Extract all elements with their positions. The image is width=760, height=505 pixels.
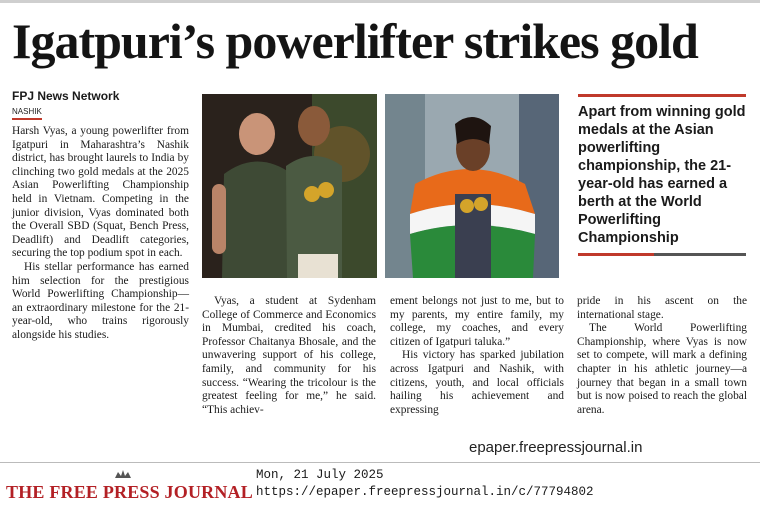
footer-meta [256,467,594,501]
fpj-logo [6,477,253,503]
photo-illustration [202,94,377,278]
paragraph: Harsh Vyas, a young powerlifter from Igatpuri in Maharashtra’s Nashik district, has brought laurels to India by clinching two gold medals at the 2025 Asian Powerlifting Championship held in Vietnam. Competing in the junior division, Vyas dominated both the Overall SBD (Squat, Bench Press, Deadlift) and Deadlift categories, securing the top podium spot in each. [12,125,189,260]
article-column-4 [577,295,747,417]
article-column-2 [202,295,376,417]
article-column-1 [12,125,189,343]
article-column-3 [390,295,564,417]
issue-date: Mon, 21 July 2025 [256,468,384,482]
byline: FPJ News Network [12,89,120,103]
photo-with-coach [202,94,377,278]
pull-quote-rule [578,253,746,256]
paragraph: ement belongs not just to me, but to my parents, my entire family, my college, my coaches, and every citizen of Igatpuri taluka.” [390,295,564,348]
headline: Igatpuri’s powerlifter strikes gold [12,13,698,69]
pull-quote-text: Apart from winning gold medals at the Asian powerlifting championship, the 21-year-old has earned a berth at the World Powerlifting Championship [578,104,746,246]
footer-rule [0,462,760,463]
paragraph: His stellar performance has earned him selection for the prestigious World Powerlifting Championship—an extraordinary milestone for the 21-year-old, who trains rigorously alongside his studies. [12,260,189,341]
paragraph: The World Powerlifting Championship, where Vyas is now set to compete, will mark a defining chapter in his athletic journey—a journey that began in a small town but is now poised to reach the global arena. [577,322,747,416]
paragraph: pride in his ascent on the international stage. [577,295,747,321]
photo-illustration [385,94,559,278]
emblem-icon [114,469,132,479]
article-url[interactable]: https://epaper.freepressjournal.in/c/77794802 [256,485,594,499]
paragraph: His victory has sparked jubilation across Igatpuri and Nashik, with citizens, youth, and local officials hailing his achievement and expressing [390,349,564,416]
pull-quote [578,94,746,256]
epaper-watermark: epaper.freepressjournal.in [469,439,643,456]
paragraph: Vyas, a student at Sydenham College of Commerce and Economics in Mumbai, credited his coach, Professor Chaitanya Bhosale, and the unwavering support of his college, family, and community for his success. “Wearing the tricolour is the greatest feeling for me,” he said. “This achiev- [202,295,376,416]
logo-text: THE FREE PRESS JOURNAL [6,482,253,502]
photo-with-flag [385,94,559,278]
top-rule [0,0,760,3]
dateline: NASHIK [12,107,42,120]
